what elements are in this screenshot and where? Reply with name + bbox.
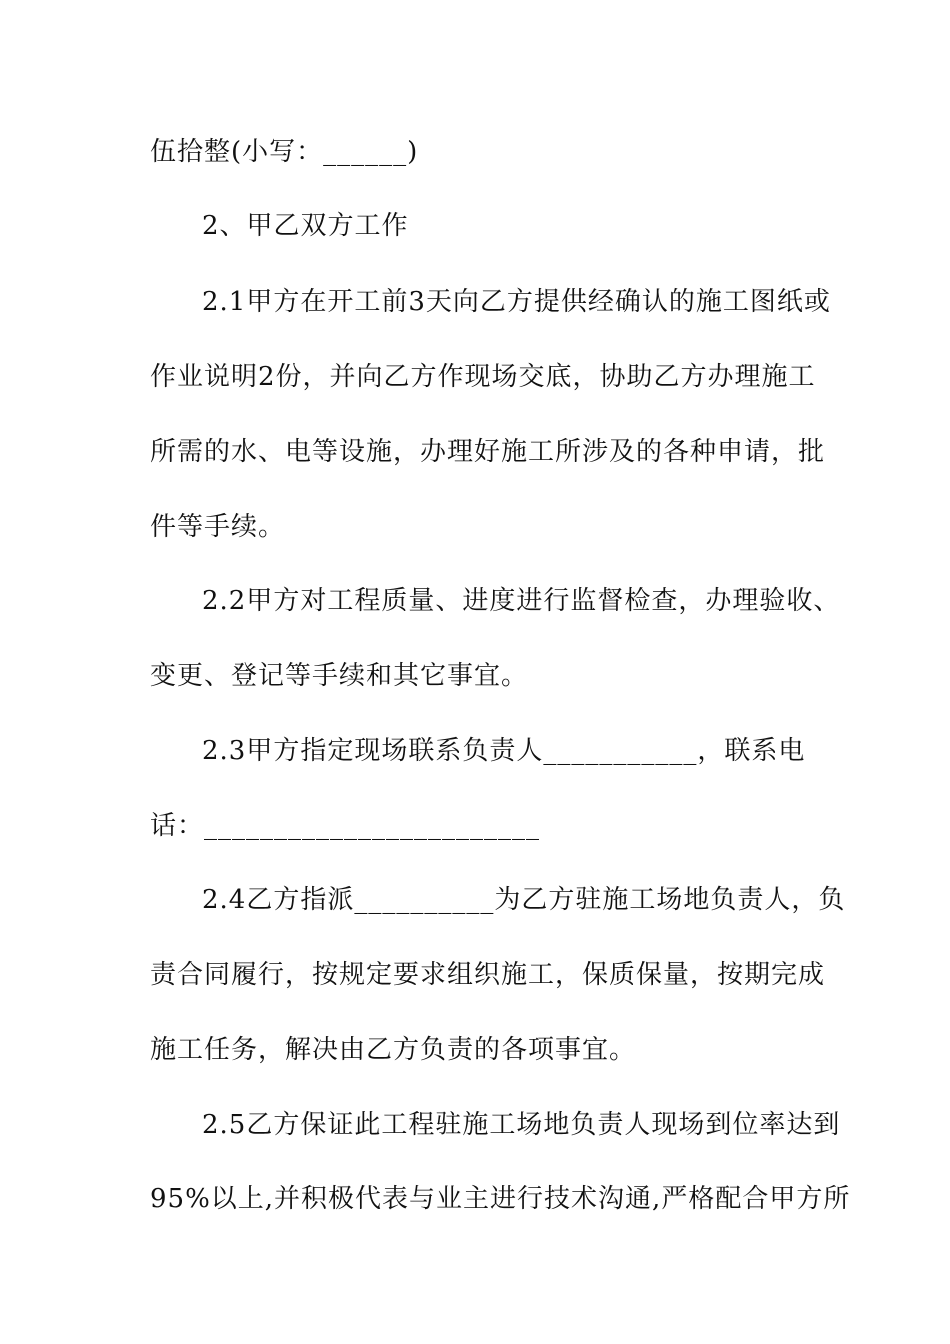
clause-2-1-line-3: 所需的水、电等设施，办理好施工所涉及的各种申请，批 xyxy=(150,437,826,467)
clause-2-3-line-2: 话：________________________ xyxy=(150,811,541,841)
text-line-amount: 伍拾整(小写：______) xyxy=(150,137,419,167)
clause-2-2-line-2: 变更、登记等手续和其它事宜。 xyxy=(150,661,529,691)
clause-2-1-line-4: 件等手续。 xyxy=(150,512,286,542)
clause-2-4-line-2: 责合同履行，按规定要求组织施工，保质保量，按期完成 xyxy=(150,960,826,990)
section-heading-2: 2、甲乙双方工作 xyxy=(202,211,409,241)
clause-2-5-line-2: 95%以上,并积极代表与业主进行技术沟通,严格配合甲方所 xyxy=(150,1184,851,1214)
clause-2-1-line-2: 作业说明2份，并向乙方作现场交底，协助乙方办理施工 xyxy=(150,362,816,392)
clause-2-4-line-1: 2.4乙方指派__________为乙方驻施工场地负责人，负 xyxy=(202,885,846,915)
clause-2-5-line-1: 2.5乙方保证此工程驻施工场地负责人现场到位率达到 xyxy=(202,1110,841,1140)
clause-2-2-line-1: 2.2甲方对工程质量、进度进行监督检查，办理验收、 xyxy=(202,586,841,616)
clause-2-3-line-1: 2.3甲方指定现场联系负责人___________，联系电 xyxy=(202,736,806,766)
clause-2-4-line-3: 施工任务，解决由乙方负责的各项事宜。 xyxy=(150,1035,637,1065)
clause-2-1-line-1: 2.1甲方在开工前3天向乙方提供经确认的施工图纸或 xyxy=(202,287,831,317)
